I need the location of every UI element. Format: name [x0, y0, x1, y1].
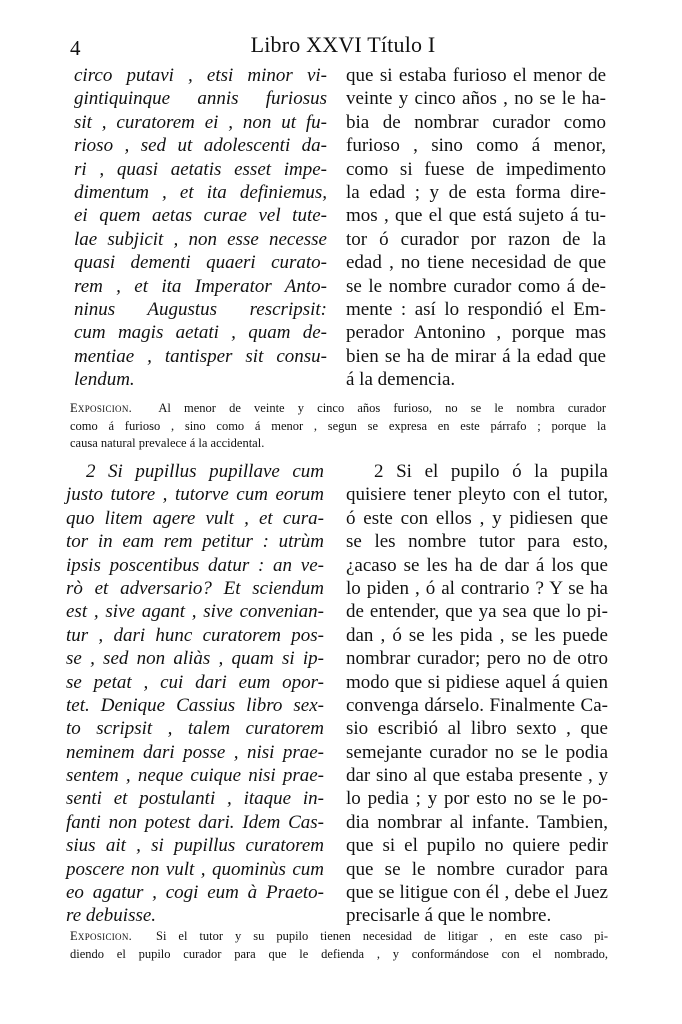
latin-line: neminem dari posse , nisi prae-: [66, 741, 324, 763]
exposition-line: [70, 928, 608, 946]
spanish-line: tor ó curador por razon de la: [346, 228, 606, 250]
latin-line: cum magis aetati , quam de-: [74, 322, 327, 344]
latin-line: rem , et ita Imperator Anto-: [74, 275, 327, 297]
latin-line: fanti non potest dari. Idem Cas-: [66, 811, 324, 833]
spanish-line: como si fuese de impedimento: [346, 158, 606, 180]
spanish-line: veinte y cinco años , no se le ha-: [346, 88, 606, 110]
latin-line: senti et postulanti , itaque in-: [66, 788, 324, 810]
latin-line: sius ait , si pupillus curatorem: [66, 835, 324, 857]
page-number: 4: [70, 36, 81, 60]
latin-line: mentiae , tantisper sit consu-: [74, 345, 327, 367]
exposition-line: causa natural prevalece á la accidental.: [70, 436, 265, 450]
latin-line: eo agatur , cogi eum à Praeto-: [66, 882, 324, 904]
latin-line: rioso , sed ut adolescenti da-: [74, 135, 327, 157]
latin-line: ri , quasi aetatis esset impe-: [74, 158, 327, 180]
spanish-line: que se le nombre curador para: [346, 858, 608, 880]
spanish-line: que se litigue con él , debe el Juez: [346, 882, 608, 904]
exposition-line: como á furioso , sino como á menor , segun se expresa en este párrafo ; porque la: [70, 418, 606, 433]
spanish-line: lo piden , ó al contrario ? Y se ha: [346, 577, 608, 599]
latin-line: tor in eam rem petitur : utrùm: [66, 531, 324, 553]
latin-line: sit , curatorem ei , non ut fu-: [74, 111, 327, 133]
latin-line: est , sive agant , sive convenian-: [66, 601, 324, 623]
spanish-line: á la demencia.: [346, 369, 456, 391]
latin-line: ninus Augustus rescripsit:: [74, 298, 327, 320]
latin-line: circo putavi , etsi minor vi-: [74, 65, 327, 86]
latin-line: tet. Denique Cassius libro sex-: [66, 694, 324, 716]
exposition-note-1: [70, 400, 606, 453]
latin-text-column-2: [66, 460, 324, 928]
latin-line: justo tutore , tutorve cum eorum: [66, 484, 324, 506]
spanish-line: edad , no tiene necesidad de que: [346, 252, 606, 274]
exposition-note-2: [70, 928, 608, 963]
latin-line: tur , dari hunc curatorem pos-: [66, 624, 324, 646]
spanish-line: lo pedia ; y por esto no se le po-: [346, 788, 608, 810]
latin-line: dimentum , et ita definiemus,: [74, 181, 327, 203]
spanish-line: nombrar curador; pero no de otro: [346, 648, 608, 670]
latin-line: ei quem aetas curae vel tute-: [74, 205, 327, 227]
spanish-line: bien se ha de mirar á la edad que: [346, 345, 606, 367]
latin-line: lendum.: [74, 369, 135, 391]
spanish-line: mos , que el que está sujeto á tu-: [346, 205, 606, 227]
spanish-text-column-1: [346, 64, 606, 391]
spanish-line: dar sino al que estaba presente , y: [346, 765, 608, 787]
spanish-line: que si estaba furioso el menor de: [346, 65, 606, 86]
spanish-line: dia nombrar al infante. Tambien,: [346, 811, 608, 833]
exposition-label: Exposicion.: [70, 929, 133, 943]
spanish-line: quisiere tener pleyto con el tutor,: [346, 484, 608, 506]
latin-line: 2 Si pupillus pupillave cum: [86, 461, 324, 482]
spanish-line: ¿acaso se les ha de dar á los que: [346, 554, 608, 576]
latin-line: gintiquinque annis furiosus: [74, 88, 327, 110]
latin-text-column-1: [74, 64, 327, 391]
spanish-line: que si el pupilo no quiere pedir: [346, 835, 608, 857]
spanish-line: modo que si pidiese aquel á quien: [346, 671, 608, 693]
spanish-line: precisarle á que le nombre.: [346, 905, 552, 927]
latin-line: ipsis poscentibus datur : an ve-: [66, 554, 324, 576]
spanish-text-column-2: [346, 460, 608, 928]
spanish-line: sio escribió al libro sexto , que: [346, 718, 608, 740]
latin-line: se , sed non aliàs , quam si ip-: [66, 648, 324, 670]
spanish-line: bia de nombrar curador como: [346, 111, 606, 133]
latin-line: rò et adversario? Et sciendum: [66, 577, 324, 599]
spanish-line: semejante curador no se le podia: [346, 741, 608, 763]
spanish-line: dan , ó se les pida , se les puede: [346, 624, 608, 646]
latin-line: re debuisse.: [66, 905, 157, 927]
spanish-line: furioso , sino como á menor,: [346, 135, 606, 157]
latin-line: quo litem agere vult , et cura-: [66, 507, 324, 529]
exposition-label: Exposicion.: [70, 401, 133, 415]
spanish-line: se les nombre tutor para esto,: [346, 531, 608, 553]
exposition-line: [70, 400, 606, 418]
latin-line: to scripsit , talem curatorem: [66, 718, 324, 740]
latin-line: quasi dementi quaeri curato-: [74, 252, 327, 274]
latin-line: sentem , neque cuique nisi prae-: [66, 765, 324, 787]
spanish-line: 2 Si el pupilo ó la pupila: [374, 461, 608, 482]
spanish-line: ó este con ellos , y pidiesen que: [346, 507, 608, 529]
exposition-text: Al menor de veinte y cinco años furioso, no se le nombra curador: [158, 401, 606, 415]
spanish-line: de entender, que ya sea que lo pi-: [346, 601, 608, 623]
spanish-line: mente : así lo respondió el Em-: [346, 298, 606, 320]
spanish-line: la edad ; y de esta forma dire-: [346, 181, 606, 203]
latin-line: se petat , cui dari eum opor-: [66, 671, 324, 693]
exposition-text: Si el tutor y su pupilo tienen necesidad de litigar , en este caso pi-: [156, 929, 608, 943]
spanish-line: convenga dárselo. Finalmente Ca-: [346, 694, 608, 716]
spanish-line: se le nombre curador como á de-: [346, 275, 606, 297]
latin-line: lae subjicit , non esse necesse: [74, 228, 327, 250]
running-title: Libro XXVI Título I: [250, 32, 436, 57]
latin-line: poscere non vult , quominùs cum: [66, 858, 324, 880]
spanish-line: perador Antonino , porque mas: [346, 322, 606, 344]
exposition-line: diendo el pupilo curador para que le defienda , y conformándose con el nombrado,: [70, 946, 608, 961]
